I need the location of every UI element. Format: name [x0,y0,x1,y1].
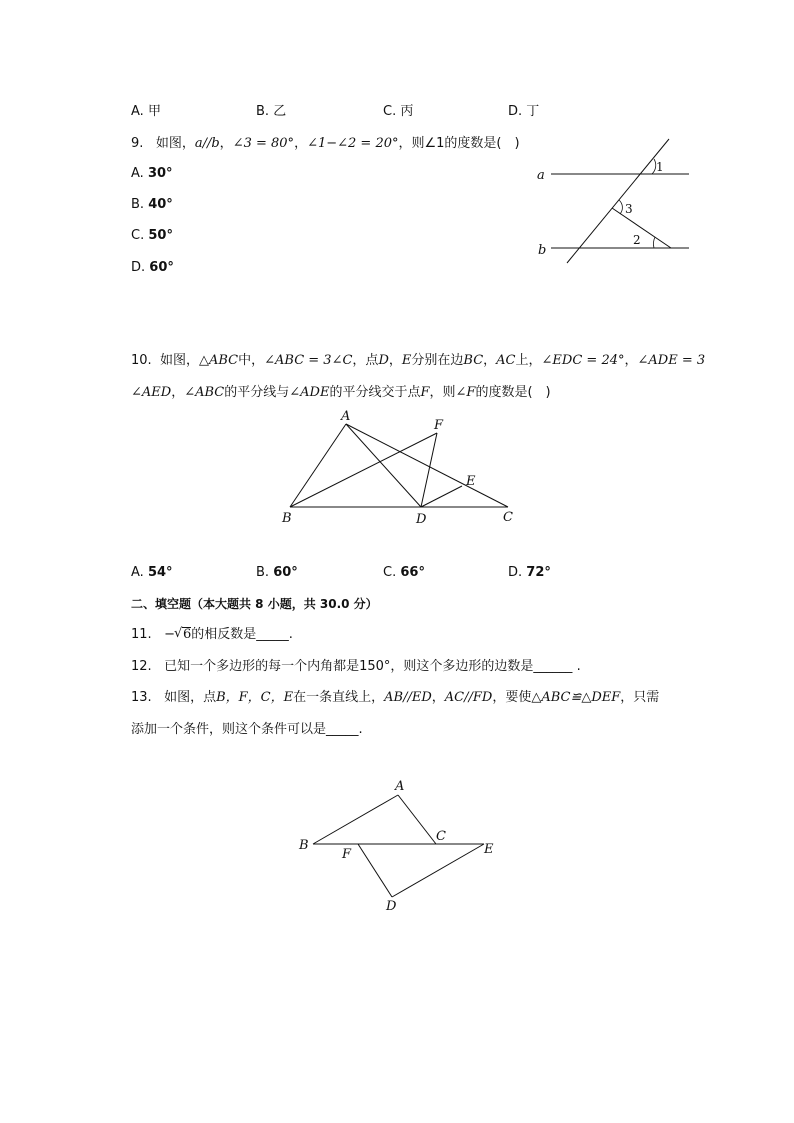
q12: 12. 已知一个多边形的每一个内角都是150°，则这个多边形的边数是______ . [131,659,581,674]
question-number: 12. [131,659,152,674]
line-b-label: b [538,243,547,258]
answer-blank: ______ [533,659,573,674]
q9-option-b: B. 40° [131,197,173,212]
option-key: D. [508,104,523,119]
option-key: A. [131,104,144,119]
point-d-label: D [386,899,397,914]
point-c-label: C [436,829,446,844]
q10-option-c: C. 66° [383,565,425,580]
q11: 11. −√ 6的相反数是_____. [131,627,293,643]
point-b-label: B [299,838,309,853]
q10-stem-line1: 10. 如图，△ABC中，∠ABC = 3∠C，点D，E分别在边BC，AC上，∠EDC = 24°，∠ADE = 3 [131,353,706,368]
q13-stem-line1: 13. 如图，点B，F，C，E在一条直线上，AB//ED，AC//FD，要使△ABC≌△DEF，只需 [131,690,660,705]
angle-2-label: 2 [633,233,641,247]
q10-option-a: A. 54° [131,565,173,580]
q10-stem-line2: ∠AED，∠ABC的平分线与∠ADE的平分线交于点F，则∠F的度数是( ) [131,385,551,400]
question-number: 10. [131,353,152,368]
q10-option-d: D. 72° [508,565,551,580]
q9-option-d: D. 60° [131,260,174,275]
angle-1-label: 1 [656,160,664,174]
point-d-label: D [416,512,427,527]
answer-blank: _____ [256,627,289,642]
q10-option-b: B. 60° [256,565,298,580]
option-key: C. [383,104,397,119]
point-e-label: E [466,474,476,489]
option-text: 丙 [400,104,414,119]
sqrt-expression: √ 6 [175,627,191,643]
q13-stem-line2: 添加一个条件，则这个条件可以是_____. [131,722,363,737]
option-text: 丁 [526,104,540,119]
option-text: 甲 [147,104,161,119]
point-c-label: C [503,510,513,525]
point-b-label: B [282,511,292,526]
option-key: B. [256,104,270,119]
question-number: 13. [131,690,152,705]
answer-blank: _____ [326,722,359,737]
point-a-label: A [395,779,405,794]
q9-option-c: C. 50° [131,228,173,243]
point-f-label: F [342,847,352,862]
section-heading: 二、填空题（本大题共 8 小题，共 30.0 分） [131,597,378,611]
q9-option-a: A. 30° [131,166,173,181]
point-f-label: F [434,418,444,433]
line-a-label: a [537,168,545,183]
point-e-label: E [484,842,494,857]
question-number: 11. [131,627,152,642]
q9-stem: 9. 如图，a//b，∠3 = 80°，∠1−∠2 = 20°，则∠1的度数是( ) [131,136,520,151]
question-number: 9. [131,136,144,151]
angle-3-label: 3 [625,202,633,216]
point-a-label: A [341,409,351,424]
option-text: 乙 [273,104,287,119]
